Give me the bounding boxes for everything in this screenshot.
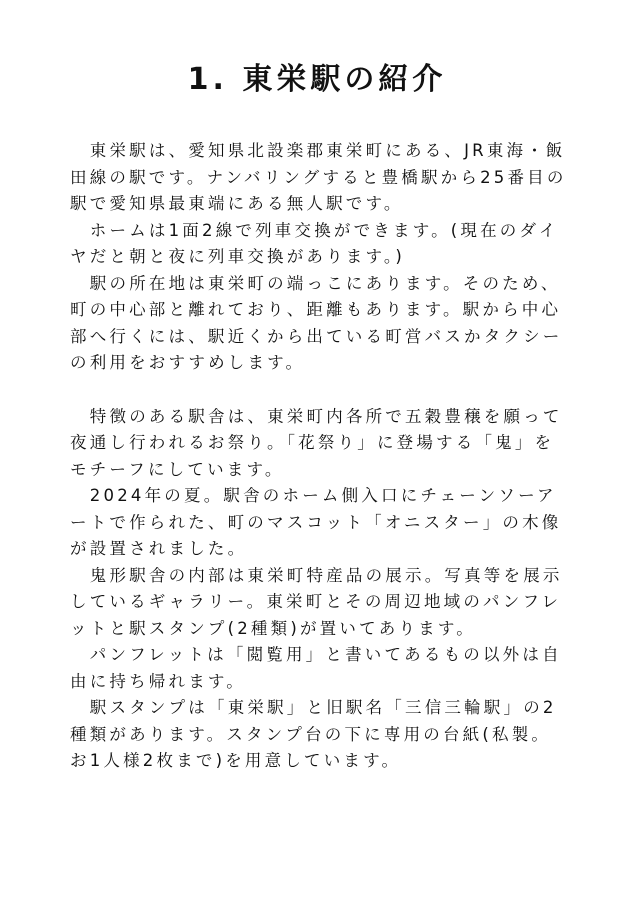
paragraph-station-building: 特徴のある駅舎は、東栄町内各所で五穀豊穣を願って夜通し行われるお祭り。「花祭り」に登場する「鬼」をモチーフにしています。 xyxy=(70,406,563,479)
paragraph-station-overview: 東栄駅は、愛知県北設楽郡東栄町にある、JR東海・飯田線の駅です。ナンバリングすると豊橋駅から25番目の駅で愛知県最東端にある無人駅です。 xyxy=(70,141,567,213)
body-text xyxy=(70,138,570,775)
paragraph-gallery: 鬼形駅舎の内部は東栄町特産品の展示。写真等を展示しているギャラリー。東栄町とその周辺地域のパンフレットと駅スタンプ(2種類)が置いてあります。 xyxy=(70,565,563,638)
paragraph-stamps: 駅スタンプは「東栄駅」と旧駅名「三信三輪駅」の2種類があります。スタンプ台の下に専用の台紙(私製。お1人様2枚まで)を用意しています。 xyxy=(70,698,557,770)
page-title: 1. 東栄駅の紹介 xyxy=(187,62,447,97)
paragraph-platform: ホームは1面2線で列車交換ができます。(現在のダイヤだと朝と夜に列車交換があります。) xyxy=(70,220,559,266)
paragraph-pamphlets: パンフレットは「閲覧用」と書いてあるもの以外は自由に持ち帰れます。 xyxy=(70,645,562,691)
paragraph-wooden-statue: 2024年の夏。駅舎のホーム側入口にチェーンソーアートで作られた、町のマスコット「オニスター」の木像が設置されました。 xyxy=(70,486,562,558)
paragraph-location: 駅の所在地は東栄町の端っこにあります。そのため、町の中心部と離れており、距離もあります。駅から中心部へ行くには、駅近くから出ている町営バスかタクシーの利用をおすすめします。 xyxy=(70,273,563,372)
section-gap xyxy=(70,377,570,404)
